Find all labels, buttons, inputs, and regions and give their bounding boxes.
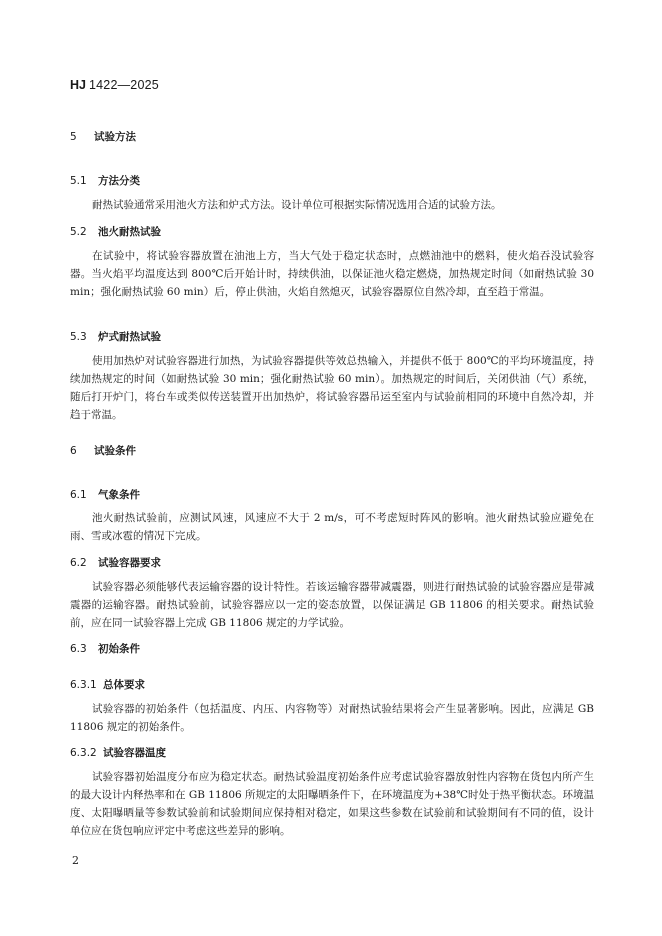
section-heading-5-3: [70, 329, 161, 344]
paragraph-6-1: 池火耐热试验前，应测试风速，风速应不大于 2 m/s，可不考虑短时阵风的影响。池火耐热试验应避免在雨、雪或冰雹的情况下完成。: [70, 512, 594, 542]
section-title: 炉式耐热试验: [98, 331, 161, 343]
paragraph-5-2: 在试验中，将试验容器放置在油池上方，当大气处于稳定状态时，点燃油池中的燃料，使火焰吞没试验容器。当火焰平均温度达到 800℃后开始计时，持续供油，以保证池火稳定燃烧，加热规定时间（如耐热试验 30 min；强化耐热试验 60 min）后，停止供油，火焰自然熄灭，试验容器原位自然冷却，直至趋于常温。: [70, 250, 594, 298]
section-number: 6: [70, 445, 77, 457]
standard-code: HJ: [70, 78, 86, 92]
section-number: 6.3.1: [70, 679, 97, 691]
section-heading-5-2: [70, 224, 161, 239]
standard-number: 1422—2025: [88, 78, 159, 92]
section-heading-6: [70, 443, 136, 458]
section-number: 6.1: [70, 489, 87, 501]
section-number: 5: [70, 131, 77, 143]
section-heading-6-3-1: [70, 677, 145, 692]
page-number: 2: [72, 854, 79, 867]
section-title: 初始条件: [98, 643, 140, 655]
standard-header: [70, 77, 159, 92]
section-number: 5.1: [70, 175, 87, 187]
section-heading-6-2: [70, 555, 161, 570]
section-number: 5.2: [70, 226, 87, 238]
section-title: 试验容器温度: [103, 747, 166, 759]
section-title: 试验条件: [94, 445, 136, 457]
section-heading-5-1: [70, 173, 140, 188]
section-number: 5.3: [70, 331, 87, 343]
paragraph-5-3: 使用加热炉对试验容器进行加热，为试验容器提供等效总热输入，并提供不低于 800℃的平均环境温度，持续加热规定的时间（如耐热试验 30 min；强化耐热试验 60 min）。加热规定的时间后，关闭供油（气）系统，随后打开炉门，将台车或类似传送装置开出加热炉，将试验容器吊运至室内与试验前相同的环境中自然冷却，并趋于常温。: [70, 355, 594, 421]
paragraph-6-3-1: 试验容器的初始条件（包括温度、内压、内容物等）对耐热试验结果将会产生显著影响。因此，应满足 GB 11806 规定的初始条件。: [70, 703, 594, 733]
section-title: 试验容器要求: [98, 557, 161, 569]
section-title: 气象条件: [98, 489, 140, 501]
section-heading-6-3-2: [70, 745, 166, 760]
section-heading-5: [70, 129, 136, 144]
paragraph-5-1: 耐热试验通常采用池火方法和炉式方法。设计单位可根据实际情况选用合适的试验方法。: [92, 199, 502, 211]
section-title: 池火耐热试验: [98, 226, 161, 238]
section-heading-6-1: [70, 487, 140, 502]
section-title: 方法分类: [98, 175, 140, 187]
section-title: 试验方法: [94, 131, 136, 143]
paragraph-6-3-2: 试验容器初始温度分布应为稳定状态。耐热试验温度初始条件应考虑试验容器放射性内容物在货包内所产生的最大设计内释热率和在 GB 11806 所规定的太阳曝晒条件下，在环境温度为+38℃时处于热平衡状态。环境温度、太阳曝晒量等参数试验前和试验期间应保持相对稳定，如果这些参数在试验前和试验期间有不同的值，设计单位应在货包响应评定中考虑这些差异的影响。: [70, 771, 594, 837]
paragraph-6-2: 试验容器必须能够代表运输容器的设计特性。若该运输容器带减震器，则进行耐热试验的试验容器应是带减震器的运输容器。耐热试验前，试验容器应以一定的姿态放置，以保证满足 GB 11806 的相关要求。耐热试验前，应在同一试验容器上完成 GB 11806 规定的力学试验。: [70, 581, 594, 629]
section-number: 6.3.2: [70, 747, 97, 759]
section-number: 6.2: [70, 557, 87, 569]
section-heading-6-3: [70, 641, 140, 656]
section-number: 6.3: [70, 643, 87, 655]
section-title: 总体要求: [103, 679, 145, 691]
